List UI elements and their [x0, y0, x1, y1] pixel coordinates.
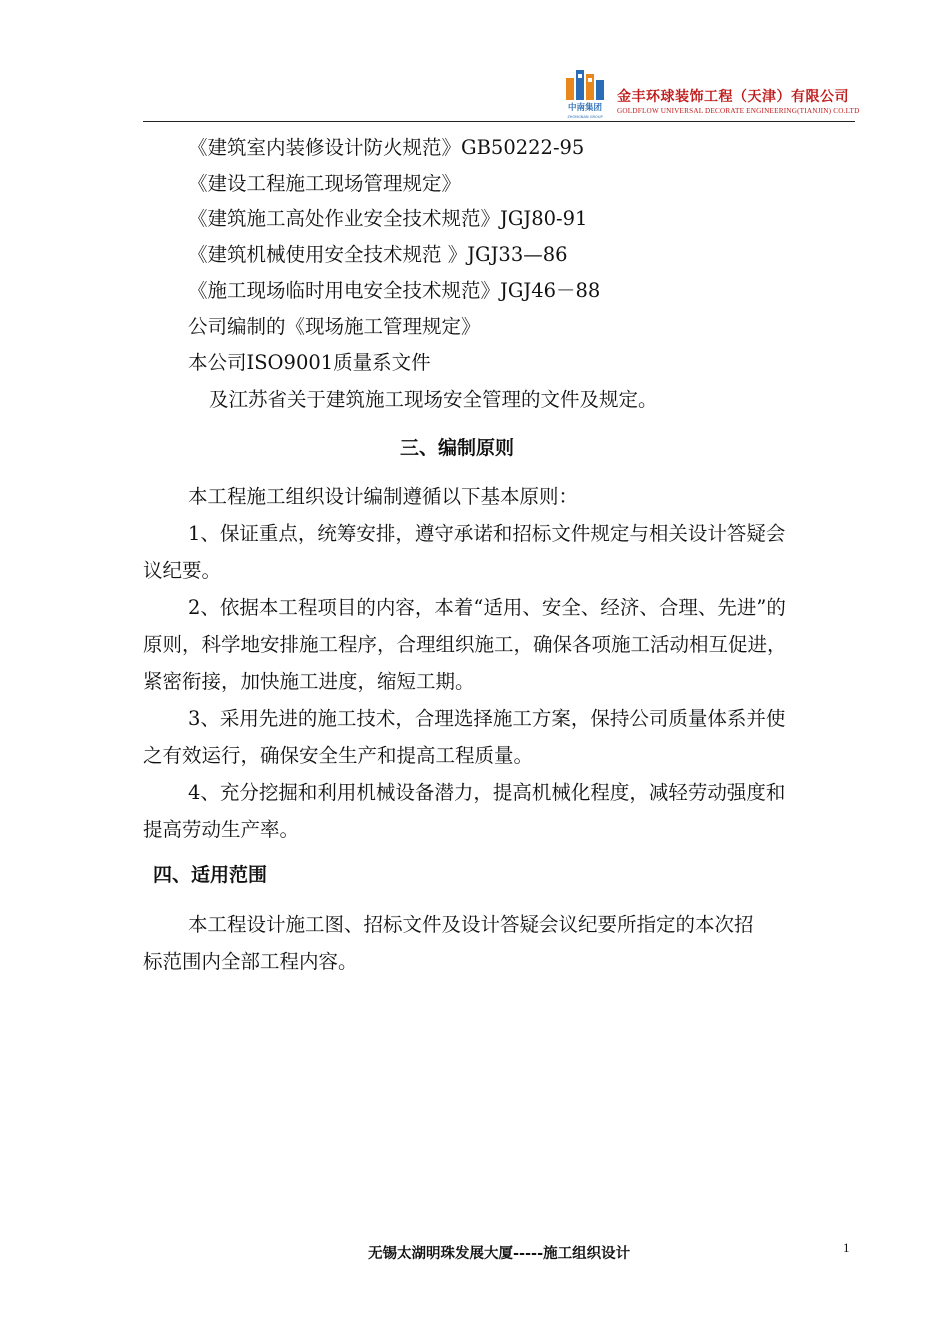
reference-item: 公司编制的《现场施工管理规定》: [188, 315, 481, 338]
reference-item: 《建筑室内装修设计防火规范》GB50222-95: [188, 136, 585, 159]
paragraph-line: 标范围内全部工程内容。: [143, 950, 358, 973]
zhongnan-logo-icon: [562, 64, 608, 122]
paragraph-line: 原则，科学地安排施工程序，合理组织施工，确保各项施工活动相互促进，: [143, 633, 787, 656]
logo-text: 中南集团: [567, 103, 603, 113]
reference-item: 本公司ISO9001质量系文件: [188, 351, 431, 374]
header-divider: [143, 121, 855, 122]
company-name-en: GOLDFLOW UNIVERSAL DECORATE ENGINEERING(TIANJIN) CO.LTD: [617, 107, 860, 115]
paragraph-line: 2、依据本工程项目的内容，本着“适用、安全、经济、合理、先进”的: [188, 596, 786, 619]
footer-title: 无锡太湖明珠发展大厦-----施工组织设计: [368, 1246, 631, 1262]
section-heading-scope: 四、适用范围: [153, 864, 268, 886]
logo-subtext: ZHONGNAN GROUP: [567, 115, 603, 119]
reference-item: 《建筑机械使用安全技术规范 》JGJ33—86: [188, 243, 568, 266]
reference-item: 《建设工程施工现场管理规定》: [188, 172, 462, 195]
paragraph-line: 提高劳动生产率。: [143, 818, 300, 841]
company-logo: [562, 64, 608, 122]
paragraph-line: 本工程设计施工图、招标文件及设计答疑会议纪要所指定的本次招: [188, 913, 754, 936]
paragraph-line: 之有效运行，确保安全生产和提高工程质量。: [143, 744, 534, 767]
paragraph-line: 4、充分挖掘和利用机械设备潜力，提高机械化程度，减轻劳动强度和: [188, 781, 786, 804]
paragraph-line: 3、采用先进的施工技术，合理选择施工方案，保持公司质量体系并使: [188, 707, 786, 730]
paragraph-intro: 本工程施工组织设计编制遵循以下基本原则：: [188, 485, 579, 508]
page-number: 1: [843, 1240, 850, 1255]
paragraph-line: 1、保证重点，统筹安排，遵守承诺和招标文件规定与相关设计答疑会: [188, 522, 786, 545]
paragraph-line: 议纪要。: [143, 559, 222, 582]
reference-item: 《施工现场临时用电安全技术规范》JGJ46－88: [188, 279, 601, 302]
paragraph-line: 紧密衔接，加快施工进度，缩短工期。: [143, 670, 475, 693]
company-name-cn: 金丰环球装饰工程（天津）有限公司: [617, 89, 849, 105]
section-heading-principles: 三、编制原则: [400, 437, 515, 459]
reference-item: 及江苏省关于建筑施工现场安全管理的文件及规定。: [209, 388, 658, 411]
reference-item: 《建筑施工高处作业安全技术规范》JGJ80-91: [188, 207, 588, 230]
